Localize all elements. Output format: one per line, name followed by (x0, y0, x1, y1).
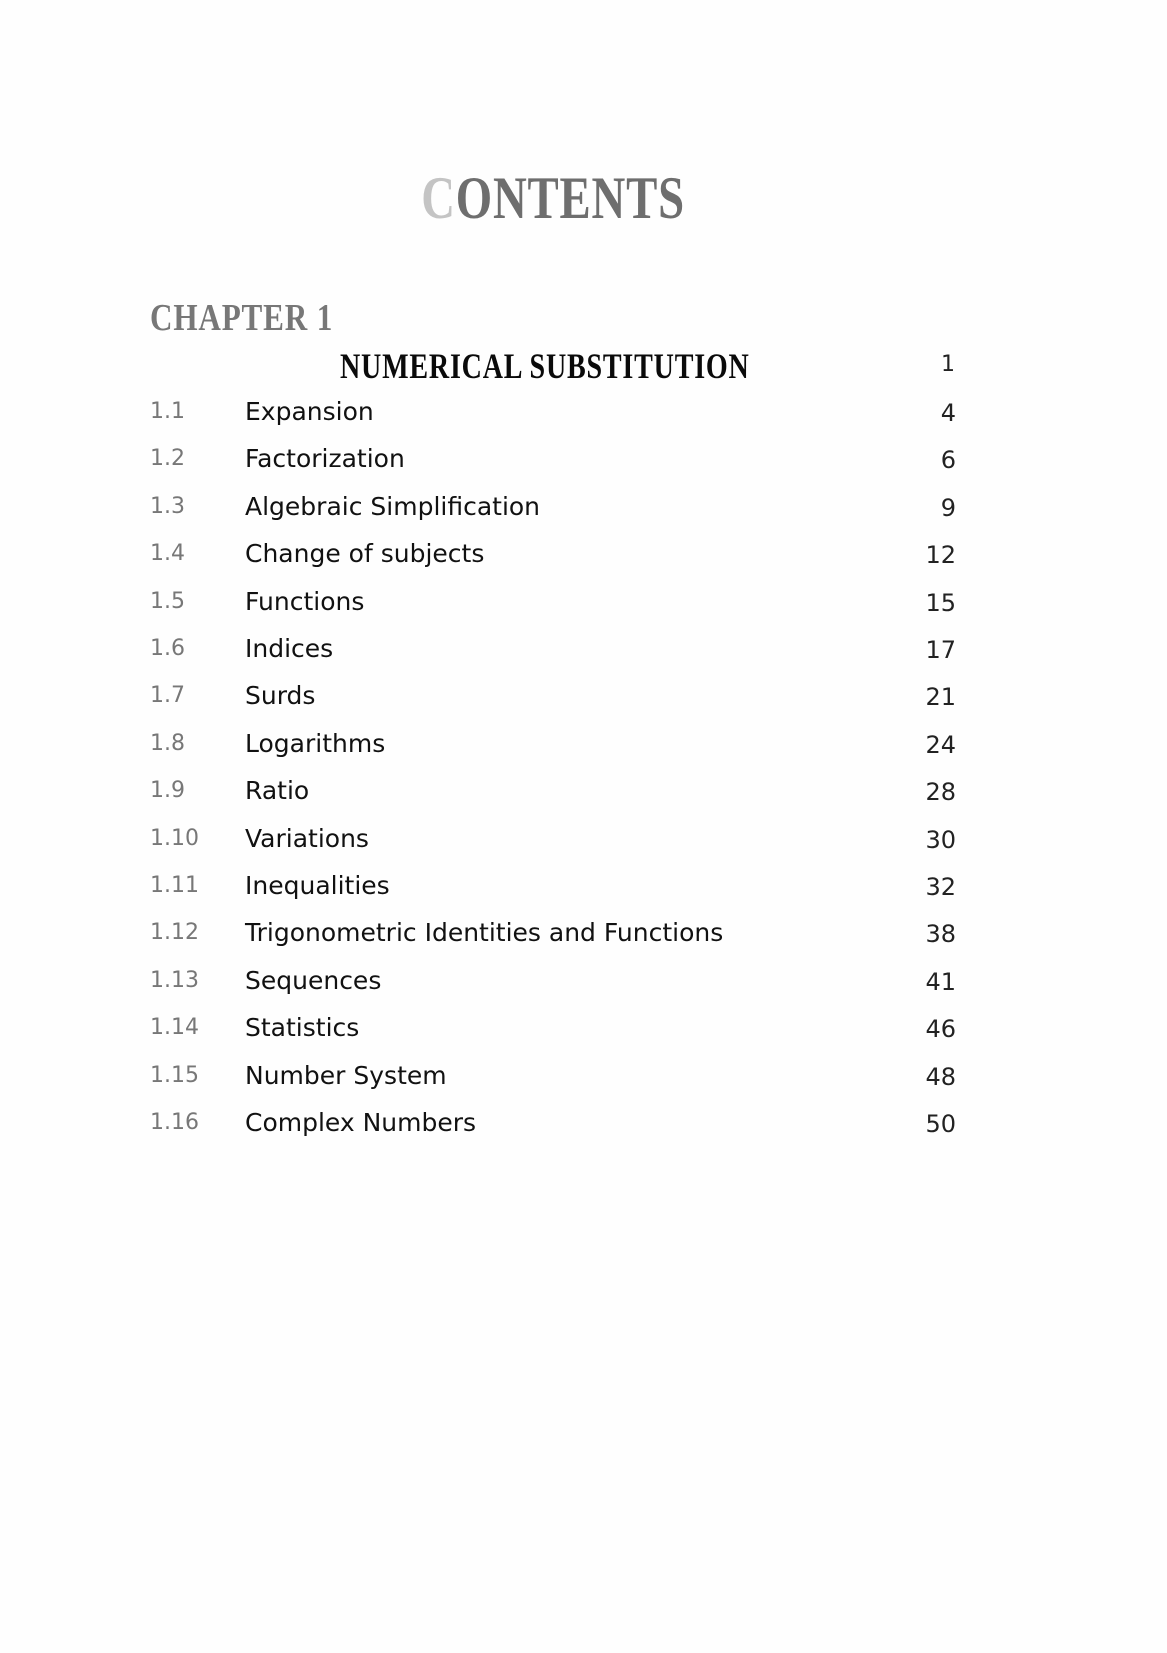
toc-entry[interactable] (150, 587, 956, 627)
section-title: Expansion (245, 397, 374, 426)
section-number: 1.15 (150, 1062, 199, 1088)
section-page-number: 41 (925, 967, 956, 996)
section-number: 1.3 (150, 493, 185, 519)
toc-entry[interactable] (150, 634, 956, 674)
heading-rest: ONTENTS (456, 165, 686, 231)
section-title: Ratio (245, 776, 310, 806)
section-page-number: 12 (925, 541, 956, 570)
toc-entry[interactable] (150, 966, 956, 1006)
toc-entry[interactable] (150, 444, 956, 484)
section-title: Indices (245, 634, 334, 663)
toc-entry[interactable] (150, 1108, 956, 1148)
section-page-number: 17 (925, 636, 956, 664)
section-page-number: 30 (925, 825, 956, 854)
section-page-number: 15 (925, 588, 956, 617)
toc-entry[interactable] (150, 1013, 956, 1053)
section-number: 1.1 (150, 399, 185, 424)
section-number: 1.2 (150, 446, 185, 472)
section-number: 1.9 (150, 778, 185, 804)
section-number: 1.11 (150, 873, 199, 898)
section-title: Factorization (245, 444, 405, 474)
chapter-page-number: 1 (941, 352, 955, 377)
section-page-number: 4 (940, 399, 956, 427)
toc-entry[interactable] (150, 729, 956, 769)
section-page-number: 21 (925, 683, 956, 712)
section-page-number: 46 (925, 1015, 956, 1044)
toc-entry[interactable] (150, 539, 956, 579)
section-title: Sequences (245, 965, 382, 995)
toc-entry[interactable] (150, 918, 956, 958)
section-number: 1.5 (150, 588, 185, 614)
section-page-number: 9 (940, 493, 956, 522)
section-page-number: 24 (925, 730, 956, 759)
section-title: Trigonometric Identities and Functions (245, 918, 724, 948)
section-page-number: 38 (925, 920, 956, 949)
heading-first-letter: C (421, 165, 457, 231)
toc-entry[interactable] (150, 397, 956, 437)
section-title: Logarithms (245, 728, 386, 758)
section-number: 1.10 (150, 825, 199, 851)
section-number: 1.16 (150, 1110, 199, 1135)
toc-entry[interactable] (150, 776, 956, 816)
contents-heading (0, 165, 1107, 231)
section-page-number: 28 (925, 778, 956, 807)
section-page-number: 48 (925, 1062, 956, 1091)
section-page-number: 50 (925, 1110, 956, 1138)
section-title: Number System (245, 1060, 447, 1090)
section-page-number: 6 (940, 446, 956, 475)
section-number: 1.6 (150, 636, 185, 661)
chapter-title: NUMERICAL SUBSTITUTION (340, 346, 750, 386)
section-number: 1.13 (150, 967, 199, 993)
section-title: Complex Numbers (245, 1108, 477, 1137)
toc-entry[interactable] (150, 871, 956, 911)
section-title: Algebraic Simplification (245, 491, 541, 521)
section-title: Statistics (245, 1013, 360, 1043)
section-title: Change of subjects (245, 539, 485, 569)
section-title: Inequalities (245, 871, 390, 900)
section-title: Surds (245, 681, 316, 711)
chapter-label: CHAPTER 1 (150, 297, 334, 339)
toc-entry[interactable] (150, 492, 956, 532)
section-number: 1.8 (150, 730, 185, 756)
section-title: Functions (245, 586, 365, 616)
toc-entry[interactable] (150, 824, 956, 864)
section-number: 1.4 (150, 541, 185, 567)
toc-entry[interactable] (150, 1061, 956, 1101)
toc-entry[interactable] (150, 681, 956, 721)
section-title: Variations (245, 823, 369, 853)
section-number: 1.14 (150, 1015, 199, 1041)
section-page-number: 32 (925, 873, 956, 901)
section-number: 1.12 (150, 920, 199, 946)
section-number: 1.7 (150, 683, 185, 709)
